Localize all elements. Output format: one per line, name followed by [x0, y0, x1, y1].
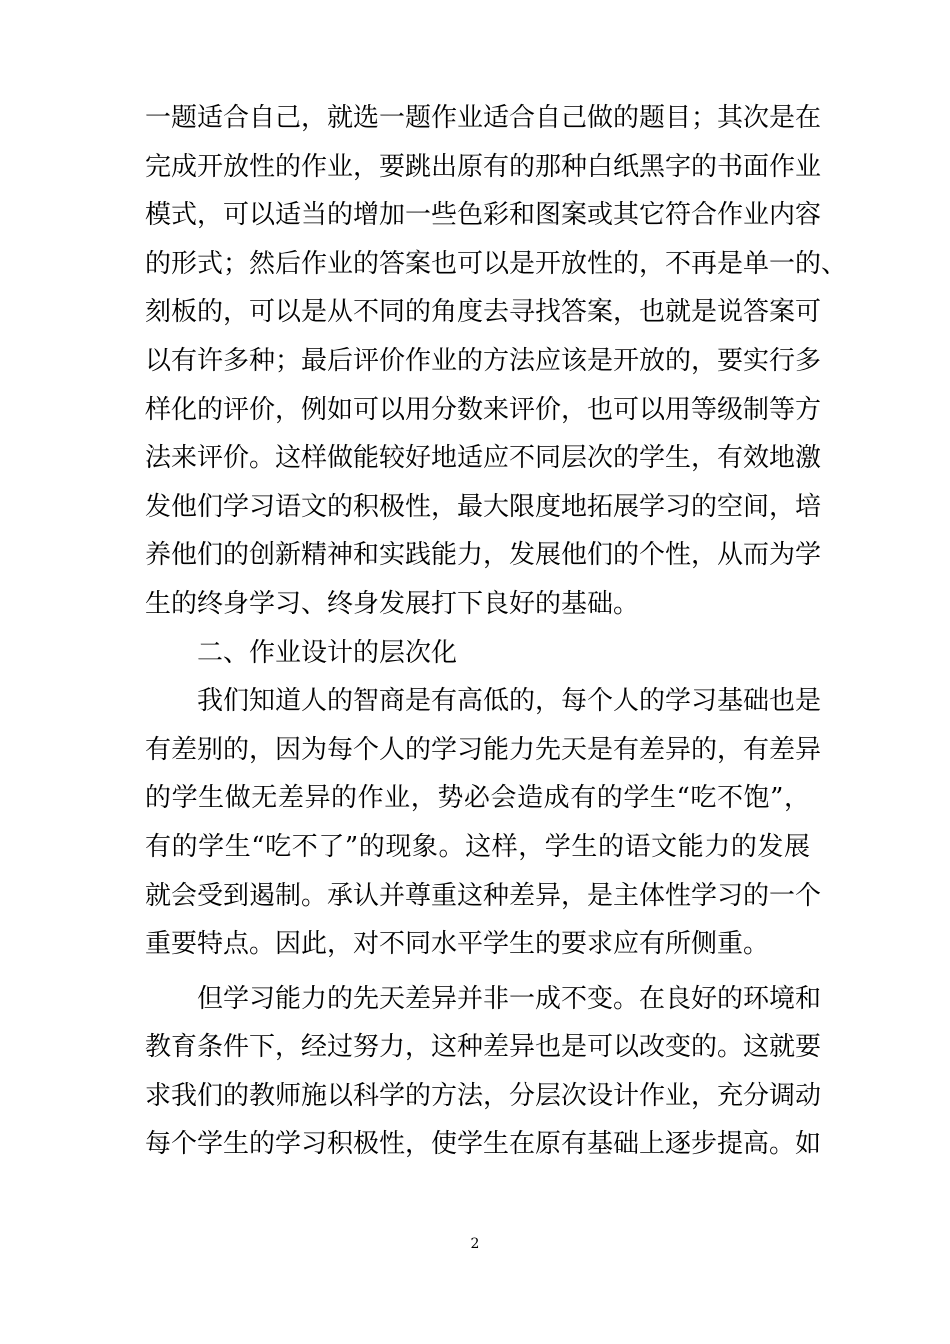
text-line: 养他们的创新精神和实践能力，发展他们的个性，从而为学	[145, 540, 822, 571]
heading-text: 二、作业设计的层次化	[197, 637, 458, 668]
text-line: 但学习能力的先天差异并非一成不变。在良好的环境和	[197, 983, 822, 1014]
text-line: 样化的评价，例如可以用分数来评价，也可以用等级制等方	[145, 394, 822, 425]
paragraph-layered-design	[145, 975, 822, 1169]
text-line: 法来评价。这样做能较好地适应不同层次的学生，有效地激	[145, 443, 822, 474]
text-line: 每个学生的学习积极性，使学生在原有基础上逐步提高。如	[145, 1129, 822, 1160]
text-line: 有差别的，因为每个人的学习能力先天是有差异的，有差异	[145, 734, 822, 765]
text-line: 完成开放性的作业，要跳出原有的那种白纸黑字的书面作业	[145, 151, 822, 182]
text-line: 一题适合自己，就选一题作业适合自己做的题目；其次是在	[145, 103, 822, 133]
text-line: 我们知道人的智商是有高低的，每个人的学习基础也是	[197, 686, 822, 717]
page-number: 2	[470, 1236, 480, 1252]
text-line: 的学生做无差异的作业，势必会造成有的学生“吃不饱”，	[145, 783, 810, 814]
text-line: 重要特点。因此，对不同水平学生的要求应有所侧重。	[145, 929, 770, 960]
section-heading	[145, 629, 810, 678]
text-line: 有的学生“吃不了”的现象。这样，学生的语文能力的发展	[145, 831, 810, 862]
paragraph-open-homework-continued	[145, 94, 848, 629]
text-line: 生的终身学习、终身发展打下良好的基础。	[145, 588, 640, 619]
text-line: 模式，可以适当的增加一些色彩和图案或其它符合作业内容	[145, 200, 822, 231]
paragraph-intelligence-differences	[145, 677, 822, 969]
document-body	[145, 94, 848, 1169]
text-line: 刻板的，可以是从不同的角度去寻找答案，也就是说答案可	[145, 297, 822, 328]
text-line: 教育条件下，经过努力，这种差异也是可以改变的。这就要	[145, 1032, 822, 1063]
text-line: 以有许多种；最后评价作业的方法应该是开放的，要实行多	[145, 345, 822, 376]
text-line: 的形式；然后作业的答案也可以是开放性的，不再是单一的、	[145, 248, 848, 279]
text-line: 发他们学习语文的积极性，最大限度地拓展学习的空间，培	[145, 491, 822, 522]
text-line: 求我们的教师施以科学的方法，分层次设计作业，充分调动	[145, 1080, 822, 1111]
text-line: 就会受到遏制。承认并尊重这种差异，是主体性学习的一个	[145, 880, 822, 911]
